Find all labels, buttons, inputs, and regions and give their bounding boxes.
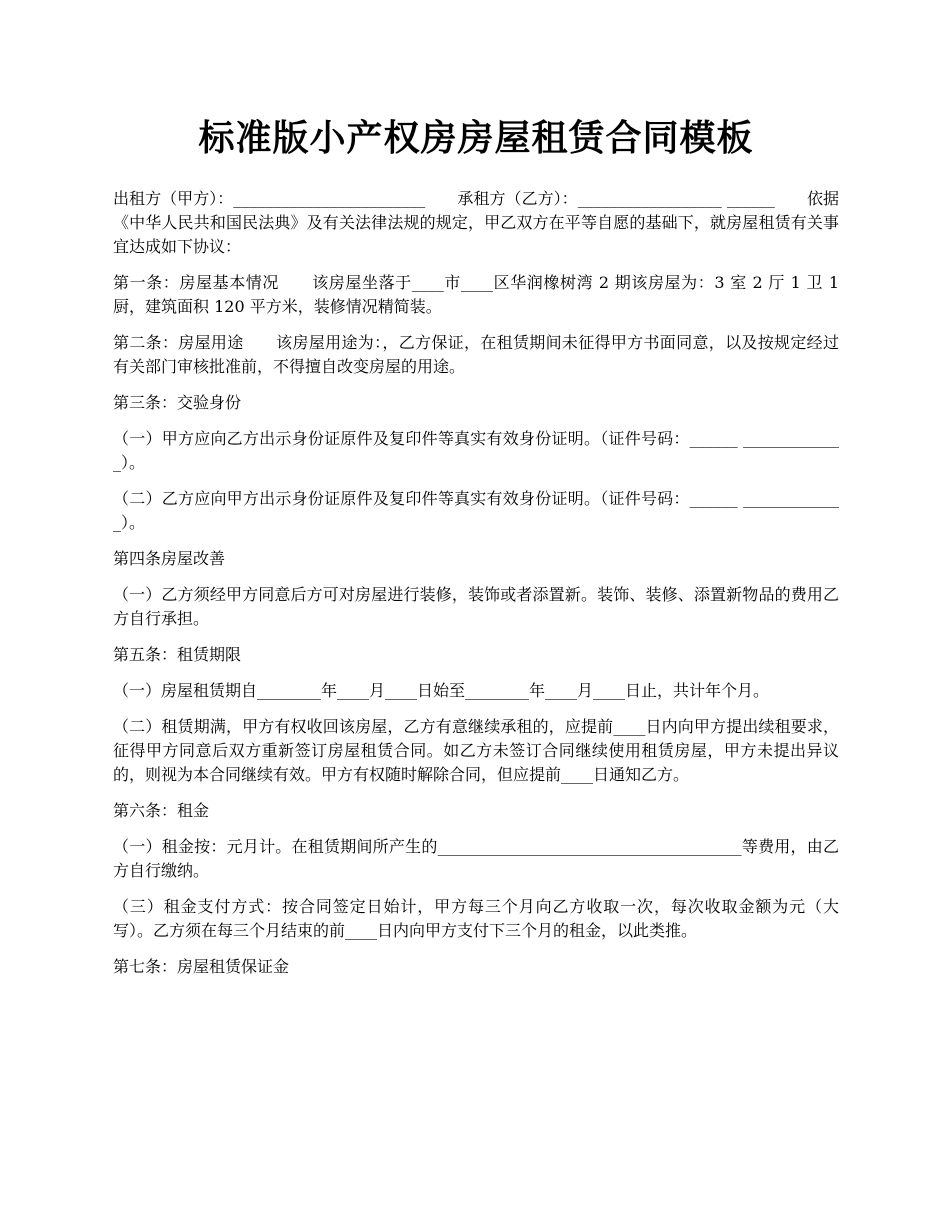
heading-article-5-lease-term: 第五条：租赁期限 [113, 645, 242, 664]
paragraph-article-4-item-1: （一）乙方须经甲方同意后方可对房屋进行装修，装饰或者添置新。装饰、装修、添置新物品的费用乙方自行承担。 [113, 585, 839, 628]
heading-article-6-rent: 第六条：租金 [113, 801, 210, 820]
heading-article-4-improvements: 第四条房屋改善 [113, 549, 226, 568]
heading-article-3-identity-check: 第三条：交验身份 [113, 393, 242, 412]
document-page [113, 0, 845, 979]
paragraph-article-5-item-1: （一）房屋租赁期自________年____月____日始至________年____月____日止，共计年个月。 [113, 681, 770, 700]
document-body [113, 187, 845, 979]
paragraph-article-6-item-3: （三）租金支付方式：按合同签定日始计，甲方每三个月向乙方收取一次，每次收取金额为元（大写）。乙方须在每三个月结束的前____日内向甲方支付下三个月的租金，以此类推。 [113, 897, 839, 940]
heading-article-7-deposit: 第七条：房屋租赁保证金 [113, 957, 290, 976]
paragraph-article-2-property-use: 第二条：房屋用途 该房屋用途为：，乙方保证，在租赁期间未征得甲方书面同意，以及按规定经过有关部门审核批准前，不得擅自改变房屋的用途。 [113, 333, 839, 376]
paragraph-article-1-property-info: 第一条：房屋基本情况 该房屋坐落于____市____区华润橡树湾 2 期该房屋为：3 室 2 厅 1 卫 1 厨，建筑面积 120 平方米，装修情况精简装。 [113, 273, 845, 316]
paragraph-article-5-item-2: （二）租赁期满，甲方有权收回该房屋，乙方有意继续承租的，应提前____日内向甲方提出续租要求，征得甲方同意后双方重新签订房屋租赁合同。如乙方未签订合同继续使用租赁房屋，甲方未提出异议的，则视为本合同继续有效。甲方有权随时解除合同，但应提前____日通知乙方。 [113, 717, 839, 784]
paragraph-article-3-item-1: （一）甲方应向乙方出示身份证原件及复印件等真实有效身份证明。（证件号码：______ _____________）。 [113, 429, 839, 472]
paragraph-parties-preamble: 出租方（甲方）：________________________ 承租方（乙方）：__________________ ______ 依据《中华人民共和国民法典》及有关法律法规的规定，甲乙双方在平等自愿的基础下，就房屋租赁有关事宜达成如下协议： [113, 189, 839, 256]
paragraph-article-3-item-2: （二）乙方应向甲方出示身份证原件及复印件等真实有效身份证明。（证件号码：______ _____________）。 [113, 489, 839, 532]
document-title: 标准版小产权房房屋租赁合同模板 [198, 117, 754, 159]
paragraph-article-6-item-1: （一）租金按：元月计。在租赁期间所产生的______________________________________等费用，由乙方自行缴纳。 [113, 837, 839, 880]
